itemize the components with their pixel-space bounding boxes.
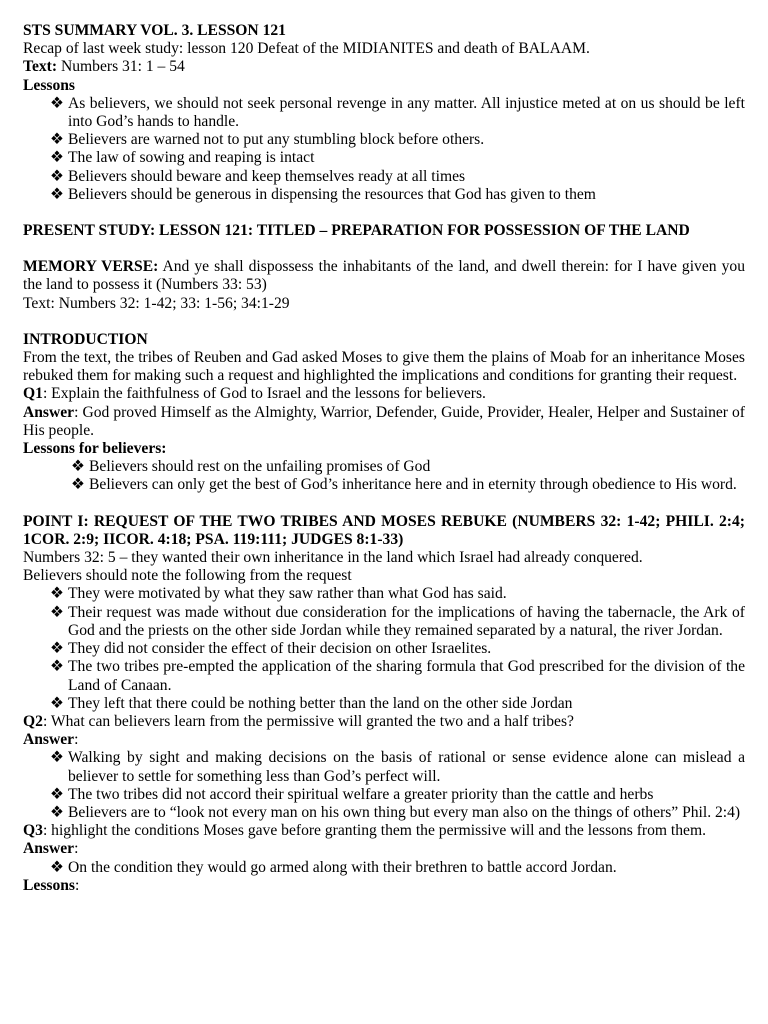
list-item: ❖ Their request was made without due consideration for the implications of having the tabernacle, the Ark of God and the priests on the other side Jordan while they remained separated by a natural, the river Jordan. xyxy=(50,603,745,639)
bullet-diamond-icon: ❖ xyxy=(50,167,64,185)
bullet-diamond-icon: ❖ xyxy=(50,694,64,712)
list-item: ❖ Believers should beware and keep themselves ready at all times xyxy=(50,167,466,185)
list-item: ❖ They left that there could be nothing better than the land on the other side Jordan xyxy=(50,694,573,712)
answer-3-label: Answer: xyxy=(23,840,79,858)
request-notes-list xyxy=(23,585,745,712)
bullet-diamond-icon: ❖ xyxy=(50,94,64,112)
list-item: ❖ They were motivated by what they saw rather than what God has said. xyxy=(50,585,507,603)
introduction-heading: INTRODUCTION xyxy=(23,330,148,348)
bullet-diamond-icon: ❖ xyxy=(50,185,64,203)
bullet-diamond-icon: ❖ xyxy=(50,858,64,876)
list-item: ❖ Believers are warned not to put any stumbling block before others. xyxy=(50,131,485,149)
list-item: ❖ Believers can only get the best of God’s inheritance here and in eternity through obedience to His word. xyxy=(71,476,737,494)
bullet-diamond-icon: ❖ xyxy=(71,476,85,494)
bullet-diamond-icon: ❖ xyxy=(71,458,85,476)
answer-2-label: Answer: xyxy=(23,731,79,749)
bullet-diamond-icon: ❖ xyxy=(50,640,64,658)
list-item: ❖ Believers should rest on the unfailing promises of God xyxy=(71,458,431,476)
list-item: ❖ Walking by sight and making decisions on the basis of rational or sense evidence alone can mislead a believer to settle for something less than God’s perfect will. xyxy=(50,749,745,785)
lessons-for-believers-heading: Lessons for believers: xyxy=(23,440,167,458)
question-2: Q2: What can believers learn from the permissive will granted the two and a half tribes? xyxy=(23,712,574,730)
present-text-reference: Text: Numbers 32: 1-42; 33: 1-56; 34:1-29 xyxy=(23,294,290,312)
memory-verse-label: MEMORY VERSE: xyxy=(23,258,159,276)
list-item: ❖ Believers should be generous in dispensing the resources that God has given to them xyxy=(50,185,596,203)
believers-lessons-list xyxy=(23,458,745,494)
bullet-diamond-icon: ❖ xyxy=(50,785,64,803)
point-1-line-2: Believers should note the following from the request xyxy=(23,567,352,585)
recap-lessons-list xyxy=(23,95,745,204)
text-reference xyxy=(23,58,745,76)
list-item: ❖ The two tribes did not accord their spiritual welfare a greater priority than the cattle and herbs xyxy=(50,785,654,803)
bullet-diamond-icon: ❖ xyxy=(50,749,64,767)
recap-line: Recap of last week study: lesson 120 Defeat of the MIDIANITES and death of BALAAM. xyxy=(23,40,590,58)
list-item: ❖ As believers, we should not seek personal revenge in any matter. All injustice meted at on us should be left into God’s hands to handle. xyxy=(50,94,745,131)
bullet-diamond-icon: ❖ xyxy=(50,603,64,621)
document-title: STS SUMMARY VOL. 3. LESSON 121 xyxy=(23,22,286,39)
point-1-heading: POINT I: REQUEST OF THE TWO TRIBES AND MOSES REBUKE (NUMBERS 32: 1-42; PHILI. 2:4; 1COR. 2:9; IICOR. 4:18; PSA. 119:111; JUDGES 8:1-33) xyxy=(23,512,745,548)
text-value: Numbers 31: 1 – 54 xyxy=(57,58,185,76)
present-study-heading: PRESENT STUDY: LESSON 121: TITLED – PREPARATION FOR POSSESSION OF THE LAND xyxy=(23,222,690,240)
answer-1: Answer: God proved Himself as the Almighty, Warrior, Defender, Guide, Provider, Healer, Helper and Sustainer of His people. xyxy=(23,403,745,439)
list-item: ❖ Believers are to “look not every man on his own thing but every man also on the things of others” Phil. 2:4) xyxy=(50,803,741,821)
q2-answers-list xyxy=(23,749,745,822)
point-1-line-1: Numbers 32: 5 – they wanted their own inheritance in the land which Israel had already conquered. xyxy=(23,549,643,567)
list-item: ❖ The two tribes pre-empted the application of the sharing formula that God prescribed for the division of the Land of Canaan. xyxy=(50,658,745,694)
list-item: ❖ They did not consider the effect of their decision on other Israelites. xyxy=(50,640,492,658)
list-item: ❖ On the condition they would go armed along with their brethren to battle accord Jordan. xyxy=(50,858,617,876)
introduction-body: From the text, the tribes of Reuben and Gad asked Moses to give them the plains of Moab for an inheritance Moses rebuked them for making such a request and highlighted the implications and conditions for granting their request. xyxy=(23,349,745,385)
bullet-diamond-icon: ❖ xyxy=(50,585,64,603)
q3-answers-list xyxy=(23,859,745,877)
question-3: Q3: highlight the conditions Moses gave before granting them the permissive will and the lessons from them. xyxy=(23,822,706,840)
list-item: ❖ The law of sowing and reaping is intact xyxy=(50,149,315,167)
memory-verse: MEMORY VERSE: And ye shall dispossess the inhabitants of the land, and dwell therein: for I have given you the land to possess it (Numbers 33: 53) xyxy=(23,258,745,294)
bullet-diamond-icon: ❖ xyxy=(50,149,64,167)
text-label: Text: xyxy=(23,58,58,76)
final-lessons-label: Lessons: xyxy=(23,876,80,894)
bullet-diamond-icon: ❖ xyxy=(50,658,64,676)
bullet-diamond-icon: ❖ xyxy=(50,131,64,149)
question-1: Q1: Explain the faithfulness of God to Israel and the lessons for believers. xyxy=(23,385,486,403)
lessons-heading: Lessons xyxy=(23,76,75,94)
bullet-diamond-icon: ❖ xyxy=(50,803,64,821)
